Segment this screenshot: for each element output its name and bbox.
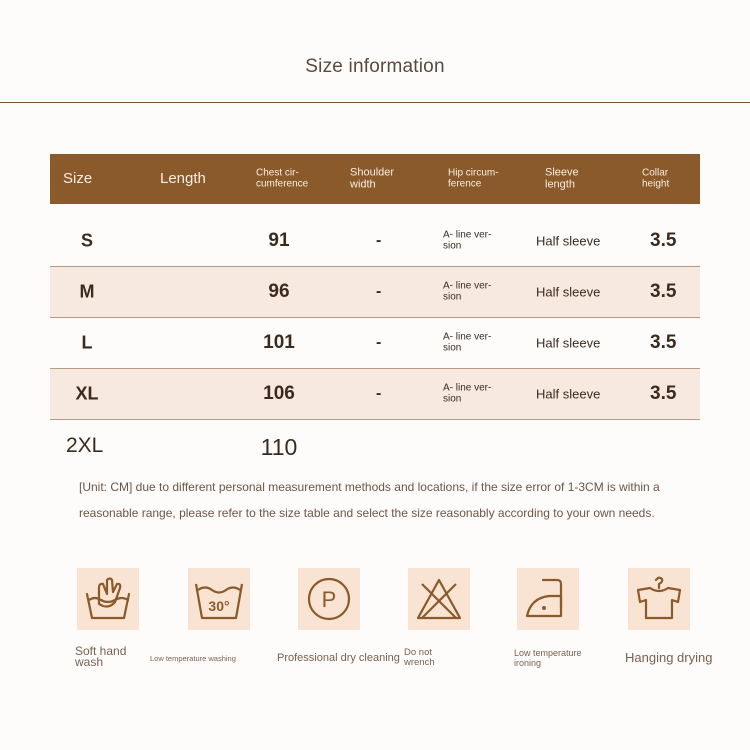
table-row-2xl [50,420,700,480]
table-row [50,267,700,318]
sleeve-cell: Half sleeve [536,233,601,249]
dry-clean-p-icon [298,568,360,630]
care-item [404,568,470,668]
collar-cell: 3.5 [650,230,677,251]
care-label-line1: Low temperature washing [150,654,236,663]
low-iron-icon [517,568,579,630]
size-cell: M [79,281,95,302]
wash-30-icon [188,568,250,630]
note-line-1: [Unit: CM] due to different personal measurement methods and locations, if the size error of 1-3CM is within a [79,480,660,494]
svg-text:30°: 30° [208,598,230,614]
sleeve-cell: Half sleeve [536,284,601,300]
size-cell: 2XL [66,434,104,457]
hip-cell: A- line ver- sion [443,229,492,251]
collar-cell: 3.5 [650,281,677,302]
care-item [625,568,713,665]
table-row [50,369,700,420]
header-sleeve: Sleeve length [545,166,579,190]
care-label-line1: Do not [404,647,432,658]
header-shoulder: Shoulder width [350,166,395,190]
shoulder-cell: - [376,385,382,402]
chest-cell: 101 [263,332,295,353]
hip-cell: A- line ver- sion [443,382,492,404]
note-line-2: reasonable range, please refer to the size table and select the size reasonably according to your own needs. [79,506,655,520]
page-title: Size information [305,56,445,77]
care-item [514,568,582,668]
size-note [79,474,699,526]
care-item [277,568,400,664]
collar-cell: 3.5 [650,383,677,404]
hang-dry-icon [628,568,690,630]
chest-cell: 96 [268,281,290,302]
chest-cell: 106 [263,383,295,404]
table-row [50,318,700,369]
header-length: Length [160,170,206,188]
care-label-line1: Soft hand [75,644,127,658]
collar-cell: 3.5 [650,332,677,353]
care-label-line2: ironing [514,658,542,668]
size-cell: S [80,230,94,251]
care-item [150,568,250,663]
svg-text:P: P [321,587,337,612]
chest-cell: 91 [268,230,290,251]
header-chest: Chest cir- cumference [256,167,309,189]
sleeve-cell: Half sleeve [536,335,601,351]
care-label-line2: wash [75,655,104,669]
shoulder-cell: - [376,334,382,351]
care-instructions [0,568,750,678]
care-item [75,568,139,669]
hip-cell: A- line ver- sion [443,331,492,353]
care-label-line1: Professional dry cleaning [277,652,400,664]
header-size: Size [63,170,93,188]
shoulder-cell: - [376,283,382,300]
table-row [50,216,700,267]
shoulder-cell: - [376,232,382,249]
hand-wash-icon [77,568,139,630]
size-cell: L [81,332,93,353]
do-not-wring-icon [408,568,470,630]
sleeve-cell: Half sleeve [536,386,601,402]
header-hip: Hip circum- ference [448,167,499,189]
title-divider [0,102,750,103]
care-label-line1: Hanging drying [625,650,713,665]
hip-cell: A- line ver- sion [443,280,492,302]
care-label-line1: Low temperature [514,648,582,658]
table-header [50,154,700,204]
header-collar: Collar height [642,167,670,189]
size-table [50,154,700,480]
chest-cell: 110 [260,434,298,460]
care-label-line2: wrench [404,657,435,668]
size-cell: XL [75,383,99,404]
